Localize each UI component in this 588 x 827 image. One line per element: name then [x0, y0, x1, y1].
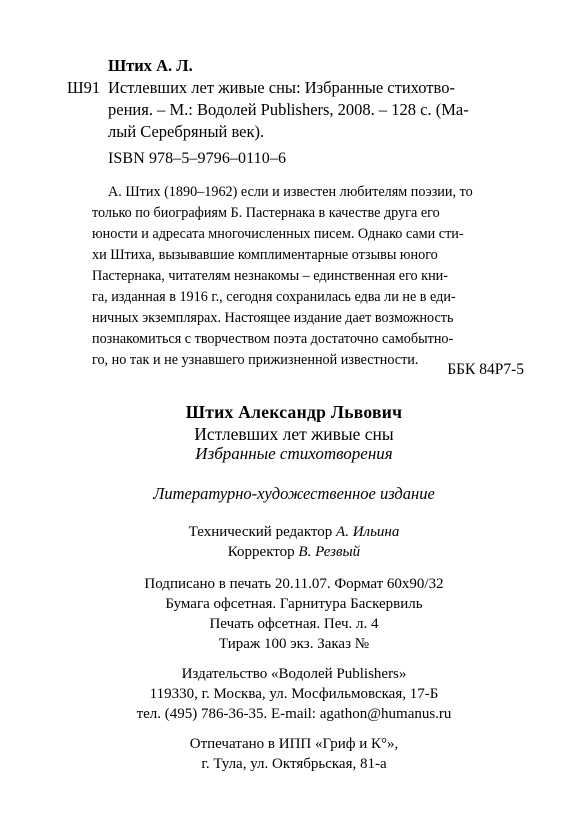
technical-editor-name: А. Ильина: [336, 524, 400, 540]
annotation-line: го, но так и не узнавшего прижизненной известности.: [92, 352, 419, 368]
printer-info-line: Отпечатано в ИПП «Гриф и К°»,: [189, 736, 399, 752]
annotation-line: хи Штиха, вызывавшие комплиментарные отзывы юного: [92, 247, 438, 263]
bib-description-line-1: Истлевших лет живые сны: Избранные стихотво-: [108, 78, 455, 97]
author-heading: Штих А. Л.: [108, 56, 193, 75]
annotation-line: юности и адресата многочисленных писем. Однако сами сти-: [92, 226, 464, 242]
book-subtitle: Избранные стихотворения: [195, 444, 393, 463]
annotation-line: только по биографиям Б. Пастернака в качестве друга его: [92, 205, 440, 221]
printing-info-line: Подписано в печать 20.11.07. Формат 60х90/32: [144, 576, 444, 592]
proofreader-credit: [0, 544, 588, 561]
proofreader-role: Корректор: [227, 544, 295, 560]
publisher-info-line: 119330, г. Москва, ул. Мосфильмовская, 17-Б: [149, 686, 439, 702]
printing-info-line: Бумага офсетная. Гарнитура Баскервиль: [165, 596, 423, 612]
annotation-line: Пастернака, читателям незнакомы – единственная его кни-: [92, 268, 448, 284]
book-title: Истлевших лет живые сны: [194, 424, 394, 444]
bib-description-line-3: лый Серебряный век).: [108, 122, 265, 141]
edition-type: Литературно-художественное издание: [153, 484, 435, 503]
call-number: Ш91: [67, 78, 101, 97]
isbn: ISBN 978–5–9796–0110–6: [108, 150, 287, 167]
annotation-line: познакомиться с творчеством поэта достаточно самобытно-: [92, 331, 454, 347]
proofreader-name: В. Резвый: [298, 544, 361, 560]
bbk-classification: ББК 84Р7-5: [447, 361, 524, 378]
printer-info-line: г. Тула, ул. Октябрьская, 81-а: [201, 756, 387, 772]
technical-editor-credit: [0, 524, 588, 541]
publisher-info-line: тел. (495) 786-36-35. E-mail: agathon@humanus.ru: [136, 706, 452, 722]
printing-info-line: Печать офсетная. Печ. л. 4: [209, 616, 379, 632]
technical-editor-role: Технический редактор: [188, 524, 333, 540]
annotation-line: га, изданная в 1916 г., сегодня сохранилась едва ли не в еди-: [92, 289, 456, 305]
annotation-line: А. Штих (1890–1962) если и известен любителям поэзии, то: [108, 184, 473, 200]
annotation-line: ничных экземплярах. Настоящее издание дает возможность: [92, 310, 454, 326]
printing-info-line: Тираж 100 экз. Заказ №: [218, 636, 370, 652]
bib-description-line-2: рения. – М.: Водолей Publishers, 2008. – 128 с. (Ма-: [108, 100, 469, 119]
book-author: Штих Александр Львович: [185, 402, 403, 422]
publisher-info-line: Издательство «Водолей Publishers»: [181, 666, 407, 682]
